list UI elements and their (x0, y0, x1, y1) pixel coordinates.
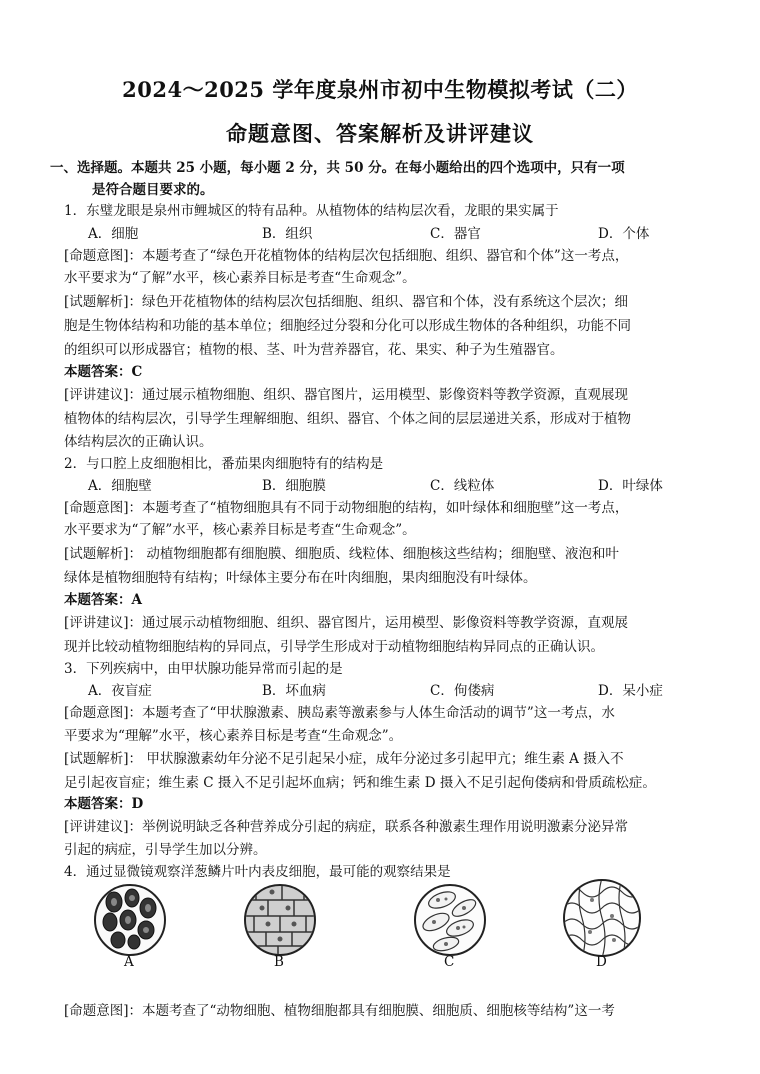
q3-option-b: B．坏血病 (262, 683, 326, 699)
q1-advice-2: 植物体的结构层次，引导学生理解细胞、组织、器官、个体之间的层层递进关系，形成对于植物 (64, 411, 631, 427)
q3-answer: 本题答案：D (64, 796, 144, 812)
q1-intent-2: 水平要求为“了解”水平，核心素养目标是考查“生命观念”。 (64, 270, 416, 286)
q1-analysis-1: [试题解析]：绿色开花植物体的结构层次包括细胞、组织、器官和个体，没有系统这个层次；细 (64, 294, 629, 310)
q2-option-b: B．细胞膜 (262, 478, 326, 494)
q1-option-d: D．个体 (598, 226, 650, 242)
q2-analysis-2: 绿体是植物细胞特有结构；叶绿体主要分布在叶肉细胞，果肉细胞没有叶绿体。 (64, 570, 537, 586)
q1-answer: 本题答案：C (64, 364, 143, 380)
image-label-a: A (124, 954, 134, 970)
q3-stem: 3．下列疾病中，由甲状腺功能异常而引起的是 (64, 661, 343, 677)
q3-option-a: A．夜盲症 (88, 683, 152, 699)
q3-analysis-2: 足引起夜盲症；维生素 C 摄入不足引起坏血病；钙和维生素 D 摄入不足引起佝偻病和骨质疏松症。 (64, 775, 656, 791)
q1-intent-1: [命题意图]：本题考查了“绿色开花植物体的结构层次包括细胞、组织、器官和个体”这一考点， (64, 248, 629, 264)
q3-analysis-1: [试题解析]： 甲状腺激素幼年分泌不足引起呆小症，成年分泌过多引起甲亢；维生素 A 摄入不 (64, 751, 624, 767)
q4-intent-1: [命题意图]：本题考查了“动物细胞、植物细胞都具有细胞膜、细胞质、细胞核等结构”这一考 (64, 1003, 615, 1019)
q2-advice-1: [评讲建议]：通过展示动植物细胞、组织、器官图片，运用模型、影像资料等教学资源，直观展 (64, 615, 629, 631)
q1-option-c: C．器官 (430, 226, 481, 242)
q2-option-a: A．细胞壁 (88, 478, 152, 494)
image-label-b: B (274, 954, 284, 970)
q3-advice-1: [评讲建议]：举例说明缺乏各种营养成分引起的病症，联系各种激素生理作用说明激素分泌异常 (64, 819, 629, 835)
microscope-image-b (242, 882, 318, 958)
q2-stem: 2．与口腔上皮细胞相比，番茄果肉细胞特有的结构是 (64, 456, 384, 472)
q1-advice-1: [评讲建议]：通过展示植物细胞、组织、器官图片，运用模型、影像资料等教学资源，直观展现 (64, 387, 629, 403)
section-heading-line1: 一、选择题。本题共 25 小题，每小题 2 分，共 50 分。在每小题给出的四个选项中，只有一项 (50, 160, 625, 176)
q1-advice-3: 体结构层次的正确认识。 (64, 434, 213, 450)
microscope-image-a (92, 882, 168, 958)
microscope-image-c (412, 882, 488, 958)
page-subtitle: 命题意图、答案解析及讲评建议 (226, 121, 534, 146)
q3-option-c: C．佝偻病 (430, 683, 495, 699)
q2-option-d: D．叶绿体 (598, 478, 663, 494)
q1-analysis-3: 的组织可以形成器官；植物的根、茎、叶为营养器官，花、果实、种子为生殖器官。 (64, 342, 564, 358)
q2-answer: 本题答案：A (64, 592, 142, 608)
q3-option-d: D．呆小症 (598, 683, 663, 699)
q1-option-a: A．细胞 (88, 226, 139, 242)
page-title: 2024～2025 学年度泉州市初中生物模拟考试（二） (122, 77, 638, 102)
q3-intent-1: [命题意图]：本题考查了“甲状腺激素、胰岛素等激素参与人体生命活动的调节”这一考点，水 (64, 705, 615, 721)
q4-stem: 4．通过显微镜观察洋葱鳞片叶内表皮细胞，最可能的观察结果是 (64, 864, 451, 880)
q1-stem: 1．东璧龙眼是泉州市鲤城区的特有品种。从植物体的结构层次看，龙眼的果实属于 (64, 203, 559, 219)
image-label-c: C (444, 954, 455, 970)
q2-intent-2: 水平要求为“了解”水平，核心素养目标是考查“生命观念”。 (64, 522, 416, 538)
image-label-d: D (596, 954, 607, 970)
q2-analysis-1: [试题解析]： 动植物细胞都有细胞膜、细胞质、线粒体、细胞核这些结构；细胞壁、液泡和叶 (64, 546, 619, 562)
q3-intent-2: 平要求为“理解”水平，核心素养目标是考查“生命观念”。 (64, 728, 403, 744)
q2-advice-2: 现并比较动植物细胞结构的异同点，引导学生形成对于动植物细胞结构异同点的正确认识。 (64, 639, 604, 655)
q2-option-c: C．线粒体 (430, 478, 495, 494)
microscope-image-d (562, 878, 642, 958)
q1-option-b: B．组织 (262, 226, 313, 242)
section-heading-line2: 是符合题目要求的。 (92, 182, 214, 198)
q2-intent-1: [命题意图]：本题考查了“植物细胞具有不同于动物细胞的结构，如叶绿体和细胞壁”这一考点， (64, 500, 629, 516)
q1-analysis-2: 胞是生物体结构和功能的基本单位；细胞经过分裂和分化可以形成生物体的各种组织，功能不同 (64, 318, 631, 334)
q3-advice-2: 引起的病症，引导学生加以分辨。 (64, 842, 267, 858)
